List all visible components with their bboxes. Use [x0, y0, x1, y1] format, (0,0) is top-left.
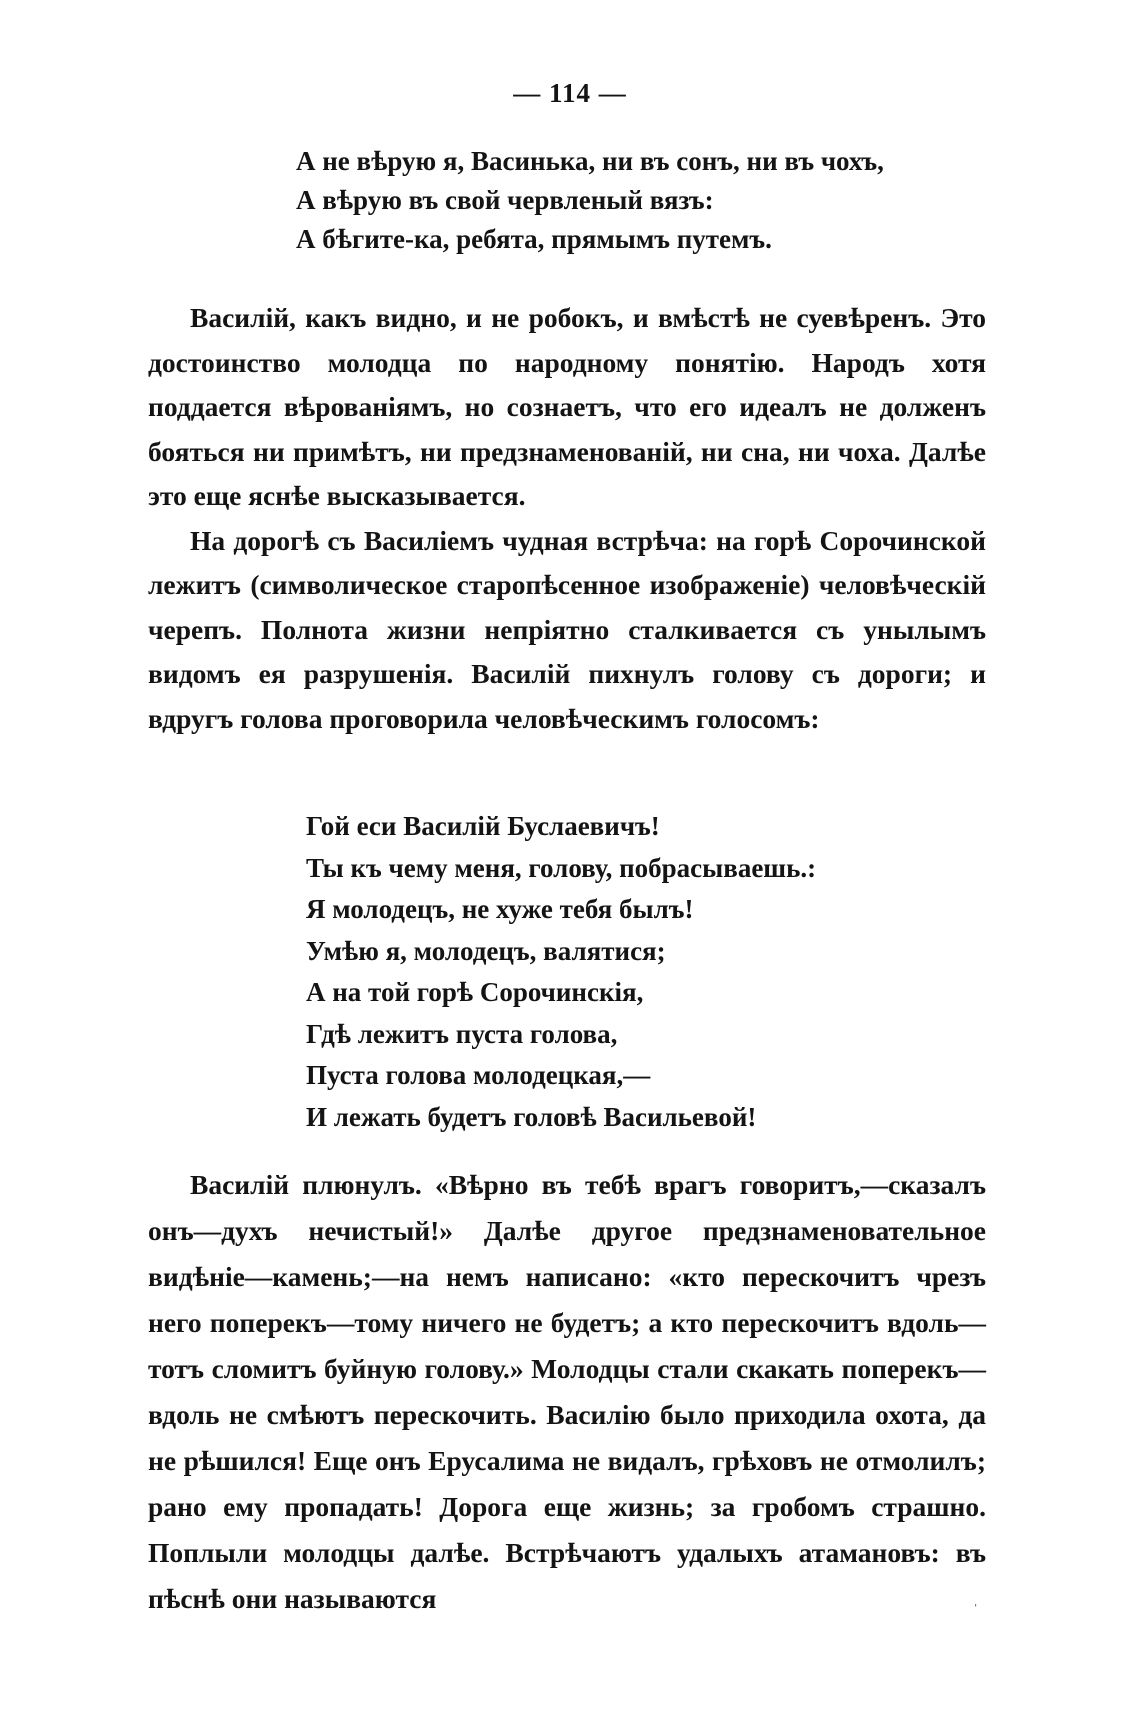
verse-line: А вѣрую въ свой червленый вязъ: — [296, 185, 714, 215]
verse-line: Я молодецъ, не хуже тебя былъ! — [306, 894, 694, 924]
prose-block-bottom — [148, 1162, 986, 1622]
verse-line: А на той горѣ Сорочинскія, — [306, 977, 644, 1007]
paragraph: На дорогѣ съ Василіемъ чудная встрѣча: на горѣ Сорочинской лежитъ (символическое старопѣсенное изображеніе) человѣческій черепъ. Полнота жизни непріятно сталкивается съ унылымъ видомъ ея разрушенія. Василій пихнулъ голову съ дороги; и вдругъ голова проговорила человѣческимъ голосомъ: — [148, 524, 986, 734]
paragraph: Василій, какъ видно, и не робокъ, и вмѣстѣ не суевѣренъ. Это достоинство молодца по народному понятію. Народъ хотя поддается вѣрованіямъ, но сознаетъ, что его идеалъ не долженъ бояться ни примѣтъ, ни предзнаменованій, ни сна, ни чоха. Далѣе это еще яснѣе высказывается. — [148, 302, 986, 511]
verse-block-middle — [306, 806, 816, 1138]
verse-line: Гой еси Василій Буслаевичъ! — [306, 811, 660, 841]
page-number: — 114 — — [513, 78, 627, 108]
verse-line: Ты къ чему меня, голову, побрасываешь.: — [306, 852, 817, 883]
paragraph: Василій плюнулъ. «Вѣрно въ тебѣ врагъ говоритъ,—сказалъ онъ—духъ нечистый!» Далѣе другое предзнаменовательное видѣніе—камень;—на немъ написано: «кто перескочитъ чрезъ него поперекъ—тому ничего не будетъ; а кто перескочитъ вдоль—тотъ сломитъ буйную голову.» Молодцы стали скакать поперекъ—вдоль не смѣютъ перескочить. Василію было приходила охота, да не рѣшился! Еще онъ Ерусалима не видалъ, грѣховъ не отмолилъ; рано ему пропадать! Дорога еще жизнь; за гробомъ страшно. Поплыли молодцы далѣе. Встрѣчаютъ удалыхъ атамановъ: въ пѣснѣ они называются — [148, 1169, 986, 1614]
prose-block-middle — [148, 296, 986, 741]
verse-line: А бѣгите-ка, ребята, прямымъ путемъ. — [296, 224, 772, 254]
print-speck: ˌ — [973, 1590, 979, 1607]
verse-line: Пуста голова молодецкая,— — [306, 1060, 651, 1090]
verse-block-top — [296, 142, 884, 259]
verse-line: А не вѣрую я, Васинька, ни въ сонъ, ни въ чохъ, — [296, 146, 884, 176]
verse-line: И лежать будетъ головѣ Васильевой! — [306, 1101, 757, 1132]
verse-line: Гдѣ лежитъ пуста голова, — [306, 1018, 618, 1049]
verse-line: Умѣю я, молодецъ, валятися; — [306, 935, 666, 966]
